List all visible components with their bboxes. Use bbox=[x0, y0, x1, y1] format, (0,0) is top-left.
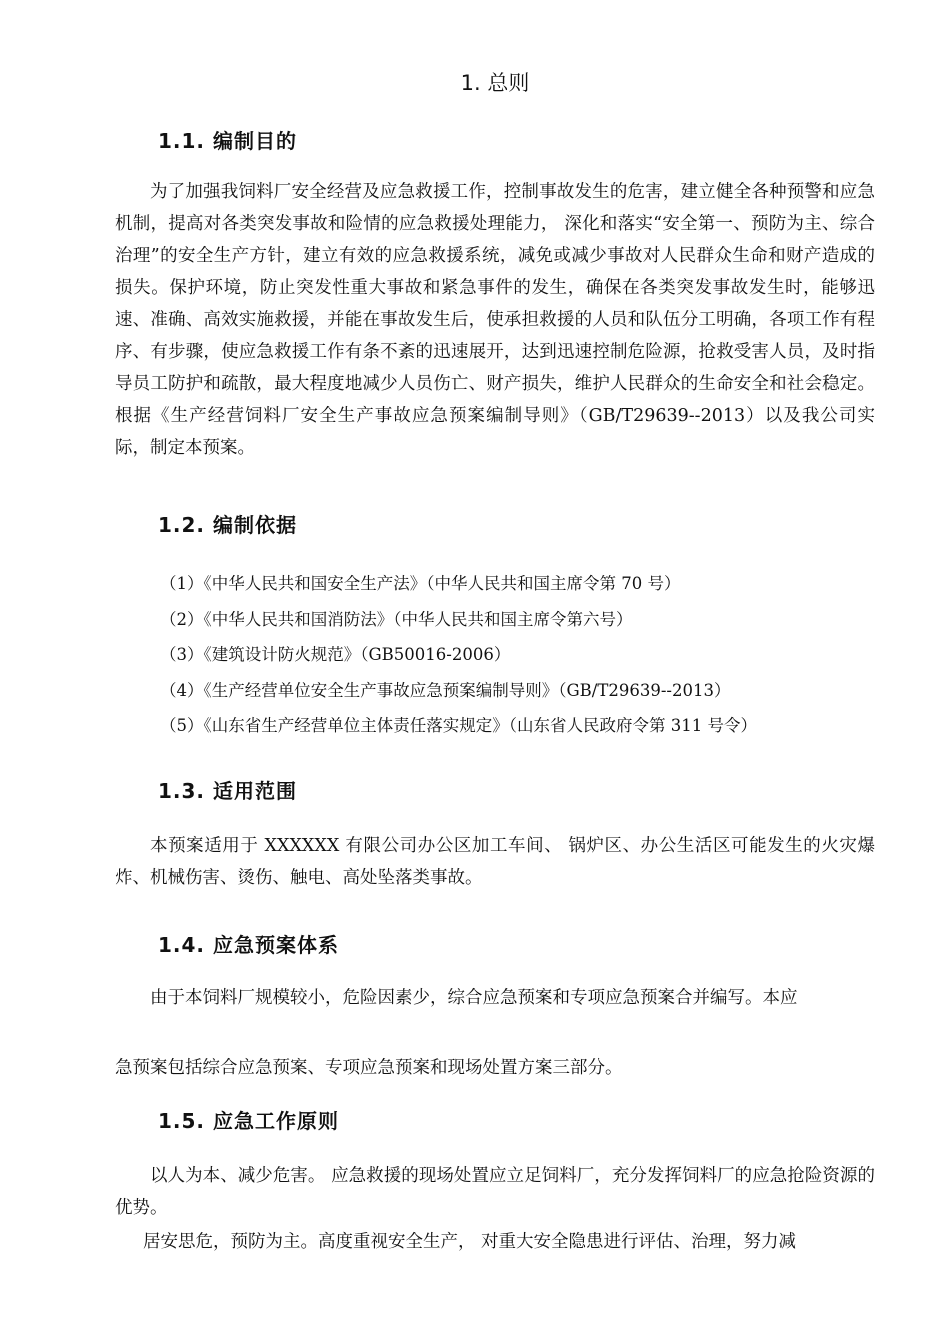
system-paragraph-line1: 由于本饲料厂规模较小，危险因素少，综合应急预案和专项应急预案合并编写。本应 bbox=[150, 988, 798, 1008]
purpose-paragraph: 为了加强我饲料厂安全经营及应急救援工作，控制事故发生的危害，建立健全各种预警和应急机制，提高对各类突发事故和险情的应急救援处理能力， 深化和落实“安全第一、预防为主、综合治理”的安全生产方针，建立有效的应急救援系统，减免或减少事故对人民群众生命和财产造成的损失。保护环境，防止突发性重大事故和紧急事件的发生，确保在各类突发事故发生时，能够迅速、准确、高效实施救援，并能在事故发生后，使承担救援的人员和队伍分工明确，各项工作有程序、有步骤，使应急救援工作有条不紊的迅速展开，达到迅速控制危险源，抢救受害人员，及时指导员工防护和疏散，最大程度地减少人员伤亡、财产损失，维护人民群众的生命安全和社会稳定。根据《生产经营饲料厂安全生产事故应急预案编制导则》（GB/T29639--2013）以及我公司实际，制定本预案。 bbox=[115, 182, 875, 458]
section-heading-scope: 1.3. 适用范围 bbox=[158, 779, 297, 803]
principle-paragraph: 以人为本、减少危害。 应急救援的现场处置应立足饲料厂，充分发挥饲料厂的应急抢险资源的优势。 bbox=[115, 1166, 875, 1218]
basis-list bbox=[160, 566, 757, 744]
list-item: （1）《中华人民共和国安全生产法》（中华人民共和国主席令第 70 号） bbox=[160, 574, 681, 593]
list-item: （3）《建筑设计防火规范》（GB50016-2006） bbox=[160, 645, 511, 664]
section-heading-system: 1.4. 应急预案体系 bbox=[158, 933, 339, 957]
principle-paragraph: 居安思危，预防为主。高度重视安全生产， 对重大安全隐患进行评估、治理，努力减 bbox=[143, 1232, 797, 1252]
scope-paragraph: 本预案适用于 XXXXXX 有限公司办公区加工车间、 锅炉区、办公生活区可能发生的火灾爆炸、机械伤害、烫伤、触电、高处坠落类事故。 bbox=[115, 836, 875, 888]
section-heading-principles: 1.5. 应急工作原则 bbox=[158, 1109, 339, 1133]
section-heading-purpose: 1.1. 编制目的 bbox=[158, 129, 297, 153]
section-heading-basis: 1.2. 编制依据 bbox=[158, 513, 297, 537]
chapter-title: 1. 总则 bbox=[460, 71, 530, 95]
list-item: （5）《山东省生产经营单位主体责任落实规定》（山东省人民政府令第 311 号令） bbox=[160, 716, 757, 735]
list-item: （2）《中华人民共和国消防法》（中华人民共和国主席令第六号） bbox=[160, 609, 633, 629]
system-paragraph-line2: 急预案包括综合应急预案、专项应急预案和现场处置方案三部分。 bbox=[115, 1058, 623, 1078]
list-item: （4）《生产经营单位安全生产事故应急预案编制导则》（GB/T29639--2013） bbox=[160, 680, 731, 700]
